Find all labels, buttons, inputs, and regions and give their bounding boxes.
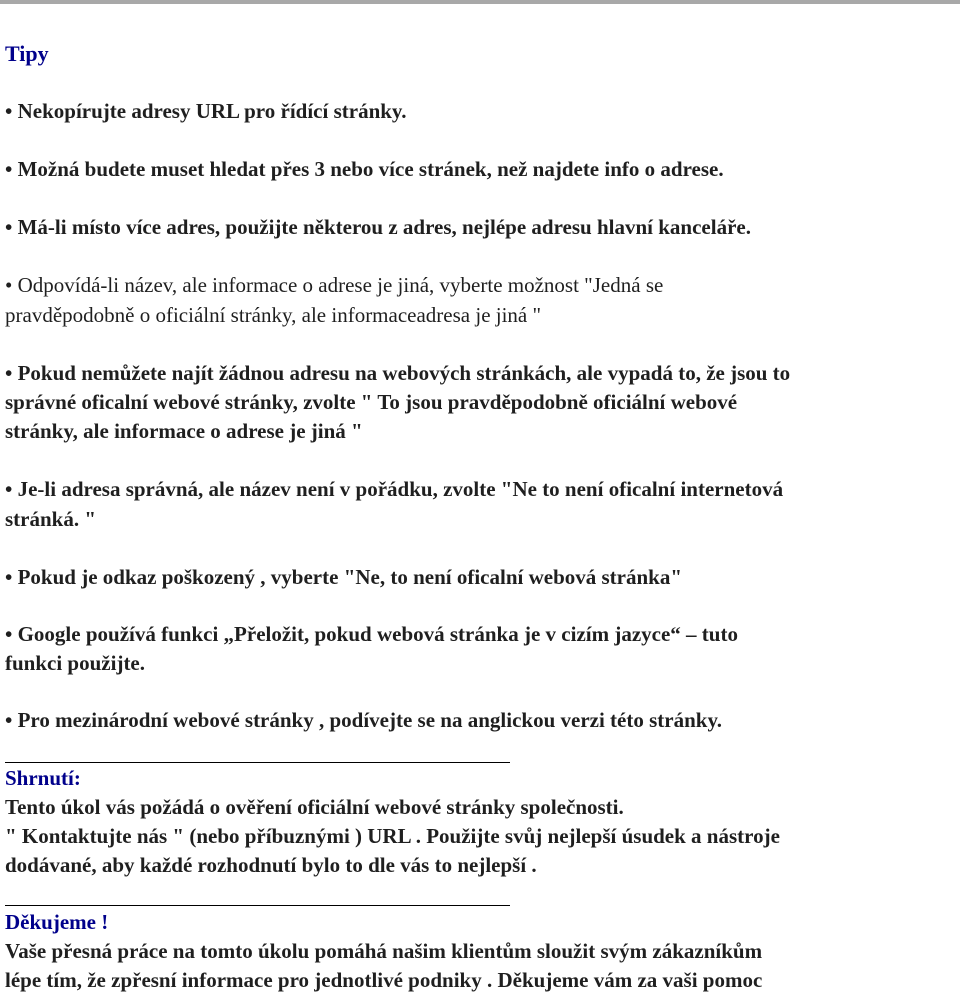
tip-8-line-2: funkci použijte. bbox=[5, 651, 146, 675]
tip-5-line-2: správné oficalní webové stránky, zvolte " To jsou pravděpodobně oficiální webové bbox=[5, 390, 738, 414]
tip-2-line-1: • Možná budete muset hledat přes 3 nebo více stránek, než najdete info o adrese. bbox=[5, 157, 724, 181]
tip-5-line-1: • Pokud nemůžete najít žádnou adresu na webových stránkách, ale vypadá to, že jsou to bbox=[5, 361, 791, 385]
divider-2 bbox=[5, 905, 510, 906]
summary-line-3: dodávané, aby každé rozhodnutí bylo to dle vás to nejlepší . bbox=[5, 853, 537, 877]
thanks-line-2: lépe tím, že zpřesní informace pro jednotlivé podniky . Děkujeme vám za vaši pomoc bbox=[5, 968, 763, 992]
tip-6-line-1: • Je-li adresa správná, ale název není v pořádku, zvolte "Ne to není oficalní internetová bbox=[5, 477, 784, 501]
thanks-line-1: Vaše přesná práce na tomto úkolu pomáhá našim klientům sloužit svým zákazníkům bbox=[5, 939, 763, 963]
tip-4-line-1: • Odpovídá-li název, ale informace o adrese je jiná, vyberte možnost "Jedná se bbox=[5, 273, 664, 297]
tip-5-line-3: stránky, ale informace o adrese je jiná " bbox=[5, 419, 363, 443]
tip-8-line-1: • Google používá funkci „Přeložit, pokud webová stránka je v cizím jazyce“ – tuto bbox=[5, 622, 738, 646]
thanks-heading: Děkujeme ! bbox=[5, 910, 109, 934]
tip-7-line-1: • Pokud je odkaz poškozený , vyberte "Ne, to není oficalní webová stránka" bbox=[5, 565, 683, 589]
tip-6-line-2: stránká. " bbox=[5, 507, 97, 531]
summary-line-1: Tento úkol vás požádá o ověření oficiální webové stránky společnosti. bbox=[5, 795, 624, 819]
tip-1-line-1: • Nekopírujte adresy URL pro řídící stránky. bbox=[5, 99, 407, 123]
summary-line-2: " Kontaktujte nás " (nebo příbuznými ) URL . Použijte svůj nejlepší úsudek a nástroje bbox=[5, 824, 780, 848]
summary-heading: Shrnutí: bbox=[5, 766, 81, 790]
divider-1 bbox=[5, 762, 510, 763]
tip-4-line-2: pravděpodobně o oficiální stránky, ale informaceadresa je jiná " bbox=[5, 303, 542, 327]
top-rule bbox=[0, 0, 960, 4]
tip-3-line-1: • Má-li místo více adres, použijte některou z adres, nejlépe adresu hlavní kanceláře. bbox=[5, 215, 751, 239]
page-title: Tipy bbox=[5, 41, 49, 66]
tip-9-line-1: • Pro mezinárodní webové stránky , podívejte se na anglickou verzi této stránky. bbox=[5, 708, 723, 732]
